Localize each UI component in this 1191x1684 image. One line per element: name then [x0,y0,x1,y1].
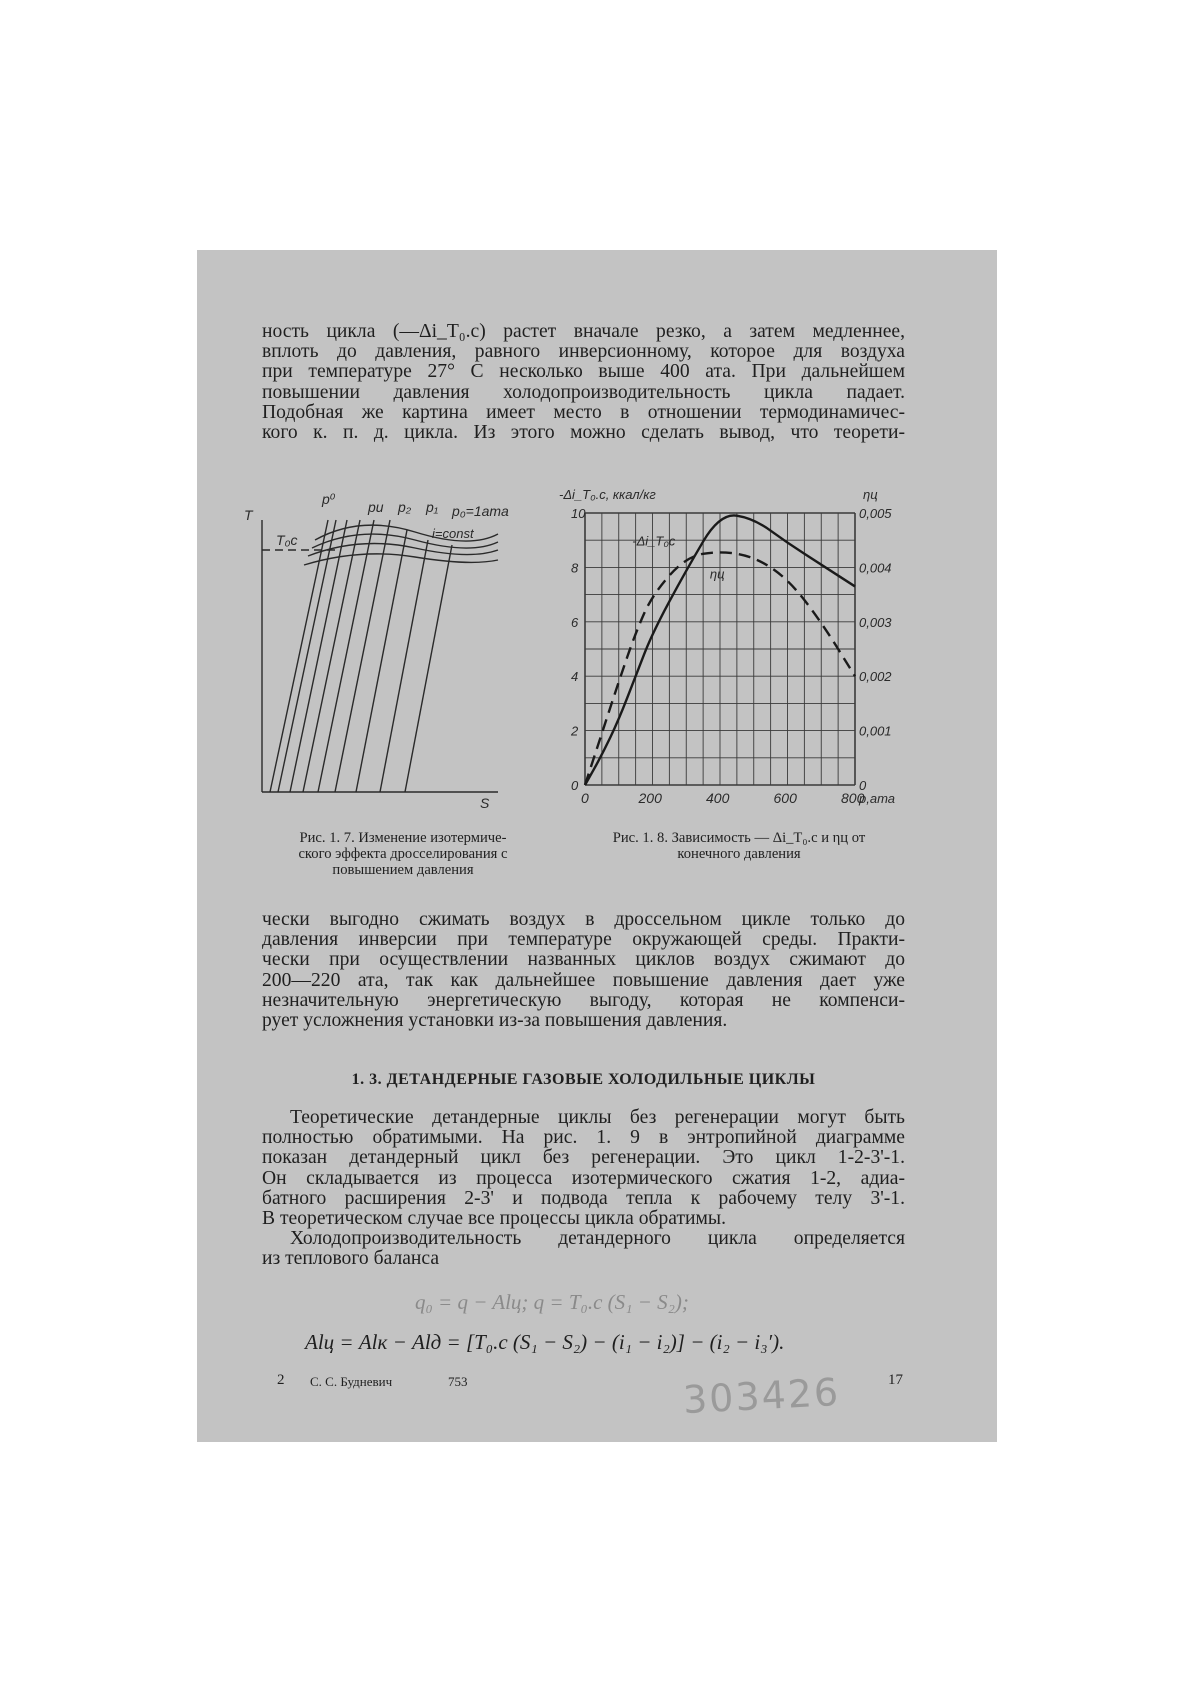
x-axis-label: p,ата [859,791,895,806]
label-toc: T₀c [276,532,298,548]
x-tick-label: 800 [841,790,865,806]
caption-line: Рис. 1. 7. Изменение изотермиче- [299,830,507,846]
y-right-tick-label: 0,004 [859,560,892,576]
y-right-axis-label: ηц [863,487,878,502]
text-line last: рует усложнения установки из-за повышения давления. [262,1010,728,1032]
text-line: чески выгодно сжимать воздух в дроссельном цикле только до [262,909,905,930]
label-p1: p₁ [426,499,439,515]
y-left-tick-label: 2 [571,723,579,739]
label-s: S [480,795,490,810]
label-i-const: i=const [432,526,474,541]
footer-sheet: 2 [277,1372,285,1388]
label-t: T [244,507,253,523]
y-right-tick-label: 0,003 [859,614,892,630]
caption-line: Рис. 1. 8. Зависимость — Δi_T₀.с и ηц от [612,830,866,846]
text-line: Теоретические детандерные циклы без регенерации могут быть [290,1107,905,1128]
text-line: Подобная же картина имеет место в отношении термодинамичес- [262,401,905,423]
label-p2: p₂ [398,499,412,515]
series-label-delta-i: -Δi_T₀c [632,533,676,549]
y-left-axis-label: -Δi_T₀.с, ккал/кг [559,487,656,502]
paragraph-bottom [262,1108,905,1270]
y-left-tick-label: 10 [571,506,586,521]
y-right-tick-label: 0 [859,778,867,793]
label-p0-1ata: p₀=1ата [452,503,509,519]
series-label-eta: ηц [709,566,725,582]
y-right-tick-label: 0,001 [859,723,892,739]
text-line: из теплового баланса [262,1248,440,1270]
formula-refrigeration: Alц = Alк − Alд = [T₀.с (S₁ − S₂) − (i₁ − i₂)] − (i₂ − i₃′). [305,1330,785,1354]
text-line: давления инверсии при температуре окружающей среды. Практи- [262,929,905,951]
caption-line: конечного давления [677,846,801,862]
y-left-tick-label: 6 [571,614,579,630]
x-tick-label: 0 [581,790,589,806]
text-line: батного расширения 2-3' и подвода тепла к рабочему телу 3'-1. [262,1187,905,1209]
text-line: кого к. п. д. цикла. Из этого можно сделать вывод, что теорети- [262,422,905,444]
caption-line: повышением давления [332,862,474,878]
text-line: чески при осуществлении названных циклов воздух сжимают до [262,949,905,971]
footer-author: С. С. Будневич [310,1374,393,1389]
text-line: повышении давления холодопроизводительность цикла падает. [262,381,905,403]
x-tick-label: 400 [706,790,730,806]
text-line: В теоретическом случае все процессы цикла обратимы. [262,1208,726,1230]
text-line: при температуре 27° С несколько выше 400 ата. При дальнейшем [262,361,905,383]
label-p0: p⁰ [322,491,336,507]
paragraph-top [262,322,905,443]
page-number: 17 [888,1372,903,1388]
label-pu: pи [368,499,384,515]
library-stamp: 303426 [681,1369,842,1423]
caption-fig-1-8 [564,830,914,862]
text-line: полностью обратимыми. На рис. 1. 9 в энтропийной диаграмме [262,1127,905,1149]
text-line: показан детандерный цикл без регенерации. Это цикл 1-2-3'-1. [262,1147,905,1169]
y-right-tick-label: 0,005 [859,506,892,521]
figure-1-8-chart [555,485,925,815]
section-heading: 1. 3. ДЕТАНДЕРНЫЕ ГАЗОВЫЕ ХОЛОДИЛЬНЫЕ ЦИКЛЫ [351,1071,816,1088]
text-line: вплоть до давления, равного инверсионному, которое для воздуха [262,341,905,363]
text-line: Он складывается из процесса изотермического сжатия 1-2, адиа- [262,1167,905,1189]
text-line: 200—220 ата, так как дальнейшее повышение давления дает уже [262,969,905,991]
y-right-tick-label: 0,002 [859,669,892,685]
footer-code: 753 [448,1374,468,1389]
figure-1-7-ts-diagram [240,490,560,810]
text-line: Холодопроизводительность детандерного цикла определяется [290,1228,905,1250]
y-left-tick-label: 0 [571,778,579,793]
y-left-tick-label: 4 [571,669,579,685]
x-tick-label: 600 [773,790,797,806]
text-line: ность цикла (—Δi_T₀.с) растет вначале резко, а затем медленнее, [262,321,905,342]
x-tick-label: 200 [638,790,662,806]
formula-heat-balance: q₀ = q − Alц; q = T₀.с (S₁ − S₂); [415,1290,689,1314]
y-left-tick-label: 8 [571,560,579,576]
text-line: незначительную энергетическую выгоду, которая не компенси- [262,989,905,1011]
paragraph-middle [262,910,905,1031]
caption-line: ского эффекта дросселирования с [298,846,508,862]
caption-fig-1-7 [258,830,548,878]
